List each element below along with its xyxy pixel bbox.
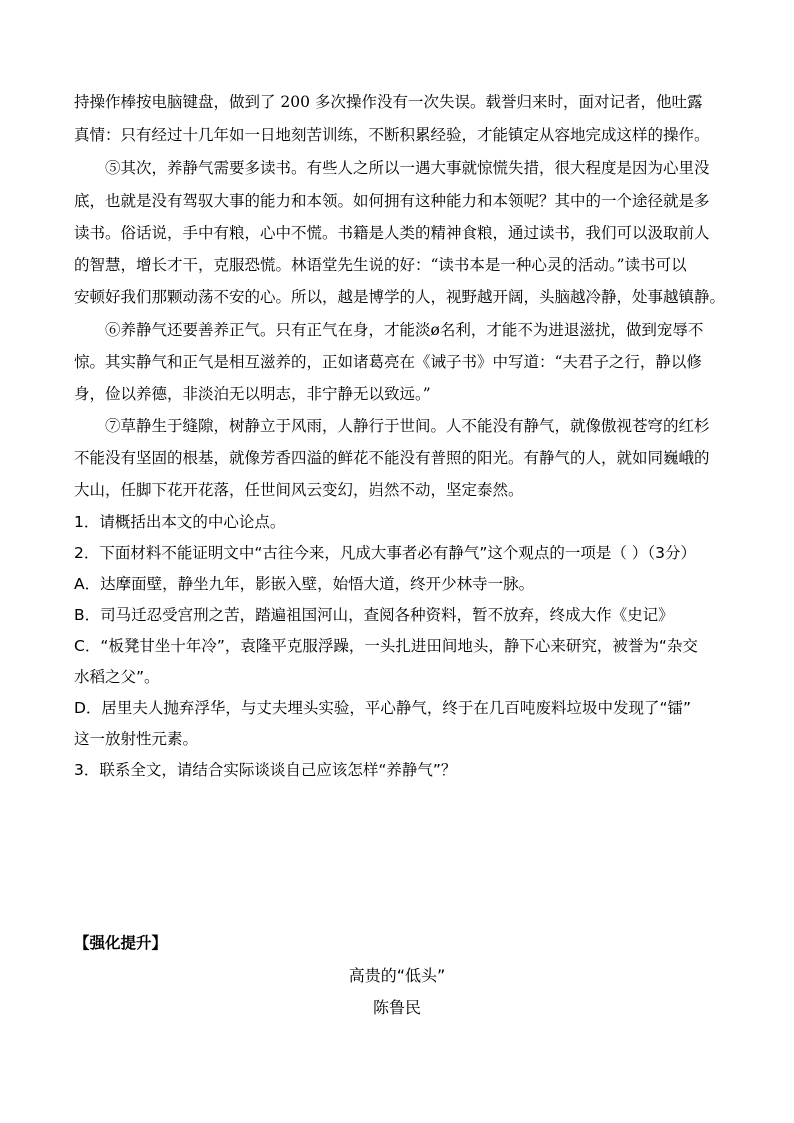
passage-line: 身，俭以养德，非淡泊无以明志，非宁静无以致远。” bbox=[74, 385, 431, 403]
article-author: 陈鲁民 bbox=[372, 998, 421, 1017]
option-b: B．司马迁忍受宫刑之苦，踏遍祖国河山，查阅各种资料，暂不放弃，终成大作《史记》 bbox=[74, 606, 674, 624]
option-a: A．达摩面壁，静坐九年，影嵌入壁，始悟大道，终开少林寺一脉。 bbox=[74, 575, 535, 593]
passage-line: 真情：只有经过十几年如一日地刻苦训练，不断积累经验，才能镇定从容地完成这样的操作。 bbox=[74, 126, 710, 144]
passage-line: 惊。其实静气和正气是相互滋养的，正如诸葛亮在《诫子书》中写道：“夫君子之行，静以修 bbox=[74, 353, 702, 371]
option-d: D．居里夫人抛弃浮华，与丈夫埋头实验，平心静气，终于在几百吨废料垃圾中发现了“镭” bbox=[74, 699, 691, 717]
passage-line: 不能没有坚固的根基，就像芳香四溢的鲜花不能没有普照的阳光。有静气的人，就如同巍峨的 bbox=[74, 449, 710, 467]
paragraph-7-start: ⑦草静生于缝隙，树静立于风雨，人静行于世间。人不能没有静气，就像傲视苍穹的红杉 bbox=[105, 417, 710, 435]
question-1: 1．请概括出本文的中心论点。 bbox=[74, 513, 286, 531]
question-3: 3．联系全文，请结合实际谈谈自己应该怎样“养静气”？ bbox=[74, 761, 457, 779]
passage-line: 底，也就是没有驾驭大事的能力和本领。如何拥有这种能力和本领呢？其中的一个途径就是多 bbox=[74, 192, 710, 210]
option-d-cont: 这一放射性元素。 bbox=[74, 730, 199, 748]
option-c-cont: 水稻之父”。 bbox=[74, 668, 160, 686]
article-title: 高贵的“低头” bbox=[348, 966, 446, 985]
section-title: 【强化提升】 bbox=[74, 934, 168, 952]
passage-line: 持操作棒按电脑键盘，做到了 200 多次操作没有一次失误。载誉归来时，面对记者，他吐露 bbox=[74, 93, 703, 111]
question-2: 2．下面材料不能证明文中“古往今来，凡成大事者必有静气”这个观点的一项是（ ）（3分） bbox=[74, 544, 696, 562]
passage-line: 读书。俗话说，手中有粮，心中不慌。书籍是人类的精神食粮，通过读书，我们可以汲取前人 bbox=[74, 224, 710, 242]
paragraph-5-start: ⑤其次，养静气需要多读书。有些人之所以一遇大事就惊慌失措，很大程度是因为心里没 bbox=[105, 159, 710, 177]
passage-line: 安顿好我们那颗动荡不安的心。所以，越是博学的人，视野越开阔，头脑越冷静，处事越镇静。 bbox=[74, 288, 726, 306]
option-c: C．“板凳甘坐十年冷”，袁隆平克服浮躁，一头扎进田间地头，静下心来研究，被誉为“杂交 bbox=[74, 637, 698, 655]
passage-line: 的智慧，增长才干，克服恐慌。林语堂先生说的好：“读书本是一种心灵的活动。”读书可以 bbox=[74, 256, 687, 274]
passage-line: 大山，任脚下花开花落，任世间风云变幻，岿然不动，坚定泰然。 bbox=[74, 481, 524, 499]
paragraph-6-start: ⑥养静气还要善养正气。只有正气在身，才能淡ø名利，才能不为进退滋扰，做到宠辱不 bbox=[105, 321, 704, 339]
